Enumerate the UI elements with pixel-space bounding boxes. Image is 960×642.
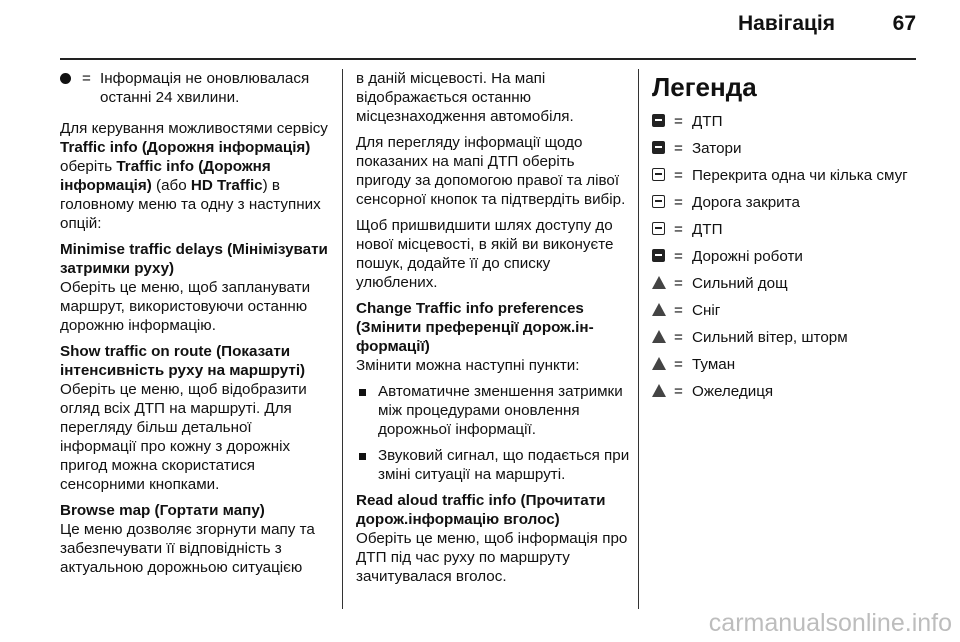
legend-item-label: Перекрита одна чи кілька смуг xyxy=(692,167,908,184)
traffic-jam-icon xyxy=(652,141,665,154)
section-body: Оберіть це меню, щоб запланувати маршрут, використовуючи останню дорожню інформацію. xyxy=(60,279,311,334)
watermark: carmanualsonline.info xyxy=(708,609,952,637)
column-2 xyxy=(356,69,630,593)
status-dot-icon xyxy=(60,73,71,84)
snow-icon xyxy=(652,303,666,316)
equals-sign: = xyxy=(674,194,683,211)
status-definition xyxy=(60,69,328,107)
section-show-traffic xyxy=(60,342,328,494)
legend-column xyxy=(652,69,922,409)
column-1 xyxy=(60,69,328,584)
paragraph: Оберіть це меню, щоб інформація про ДТП під час руху по маршруту зачитувалася вголос. xyxy=(356,530,628,585)
column-divider-1 xyxy=(342,69,343,609)
legend-item-label: Дорога закрита xyxy=(692,194,800,211)
legend-item xyxy=(652,274,922,293)
page-title: Навігація xyxy=(737,12,835,35)
legend-item xyxy=(652,193,922,212)
paragraph: Для перегляду інформації щодо показаних на мапі ДТП оберіть пригоду за допомогою правої та лівої сенсорної кнопок та підтвердіть вибір. xyxy=(356,134,626,208)
legend-item-label: ДТП xyxy=(692,113,723,130)
paragraph: Змінити можна наступні пункти: xyxy=(356,357,580,374)
section-heading: Show traffic on route (Показати інтенсивність руху на маршруті) xyxy=(60,343,306,379)
list-item: Звуковий сигнал, що подається при зміні ситуації на маршруті. xyxy=(356,446,630,484)
paragraph: Щоб пришвидшити шлях доступу до нової місцевості, в якій ви виконуєте пошук, додайте її до списку улюблених. xyxy=(356,217,614,291)
legend-item-label: ДТП xyxy=(692,221,723,238)
section-body: Це меню дозволяє згорнути мапу та забезпечувати її відповідність з актуальною дорожньою ситуацією xyxy=(60,521,315,576)
status-definition-text: Інформація не оновлювалася останні 24 хвилини. xyxy=(100,70,310,106)
incident-icon xyxy=(652,222,665,235)
legend-item-label: Затори xyxy=(692,140,742,157)
section-heading: Minimise traffic delays (Мінімізувати затримки руху) xyxy=(60,241,328,277)
legend-item-label: Сильний дощ xyxy=(692,275,788,292)
equals-sign: = xyxy=(674,356,683,373)
legend-item xyxy=(652,328,922,347)
menu-name: Traffic info (Дорожня інформація) xyxy=(60,158,271,194)
equals-sign: = xyxy=(674,113,683,130)
legend-item-label: Дорожні роботи xyxy=(692,248,803,265)
legend-item xyxy=(652,247,922,266)
bullet-square-icon xyxy=(359,389,366,396)
equals-sign: = xyxy=(674,302,683,319)
legend-item xyxy=(652,301,922,320)
section-browse-map xyxy=(60,501,328,577)
legend-item-label: Сніг xyxy=(692,302,721,319)
legend-title: Легенда xyxy=(652,72,757,102)
section-heading: Read aloud traffic info (Прочитати дорож.інформацію вголос) xyxy=(356,492,606,528)
legend-item xyxy=(652,139,922,158)
menu-name: HD Traffic xyxy=(190,177,263,194)
column-divider-2 xyxy=(638,69,639,609)
lane-closed-icon xyxy=(652,168,665,181)
legend-item xyxy=(652,220,922,239)
section-body: Оберіть це меню, щоб відобразити огляд всіх ДТП на маршруті. Для перегляду більш детальної інформації про кожну з дорожніх пригод можна скористатися сенсорними кнопками. xyxy=(60,381,307,493)
ice-icon xyxy=(652,384,666,397)
header-rule xyxy=(60,58,916,60)
bullet-square-icon xyxy=(359,453,366,460)
strong-wind-icon xyxy=(652,330,666,343)
equals-sign: = xyxy=(82,70,91,87)
legend-item xyxy=(652,382,922,401)
accident-icon xyxy=(652,114,665,127)
page-number: 67 xyxy=(892,12,916,35)
menu-name: Traffic info (Дорожня інформація) xyxy=(60,139,311,156)
equals-sign: = xyxy=(674,275,683,292)
legend-item xyxy=(652,112,922,131)
legend-item-label: Туман xyxy=(692,356,736,373)
equals-sign: = xyxy=(674,140,683,157)
fog-icon xyxy=(652,357,666,370)
road-closed-icon xyxy=(652,195,665,208)
section-heading: Browse map (Гортати мапу) xyxy=(60,502,265,519)
section-heading: Change Traffic info preferences (Змінити преференції дорож.інформації) xyxy=(356,300,594,355)
legend-list xyxy=(652,112,922,401)
equals-sign: = xyxy=(674,329,683,346)
intro-paragraph: Для керування можливостями сервісу Traffic info (Дорожня інформація) оберіть Traffic info (Дорожня інформація) (або HD Traffic) в головному меню та одну з наступних опцій: xyxy=(60,120,328,232)
legend-item xyxy=(652,166,922,185)
legend-item-label: Ожеледиця xyxy=(692,383,774,400)
road-works-icon xyxy=(652,249,665,262)
paragraph: в даній місцевості. На мапі відображається останню місцезнаходження автомобіля. xyxy=(356,70,574,125)
equals-sign: = xyxy=(674,167,683,184)
legend-item-label: Сильний вітер, шторм xyxy=(692,329,848,346)
equals-sign: = xyxy=(674,221,683,238)
equals-sign: = xyxy=(674,248,683,265)
equals-sign: = xyxy=(674,383,683,400)
heavy-rain-icon xyxy=(652,276,666,289)
section-minimise-delays xyxy=(60,240,328,335)
list-item: Автоматичне зменшення затримки між процедурами оновлення дорожньої інформації. xyxy=(356,382,630,439)
legend-item xyxy=(652,355,922,374)
